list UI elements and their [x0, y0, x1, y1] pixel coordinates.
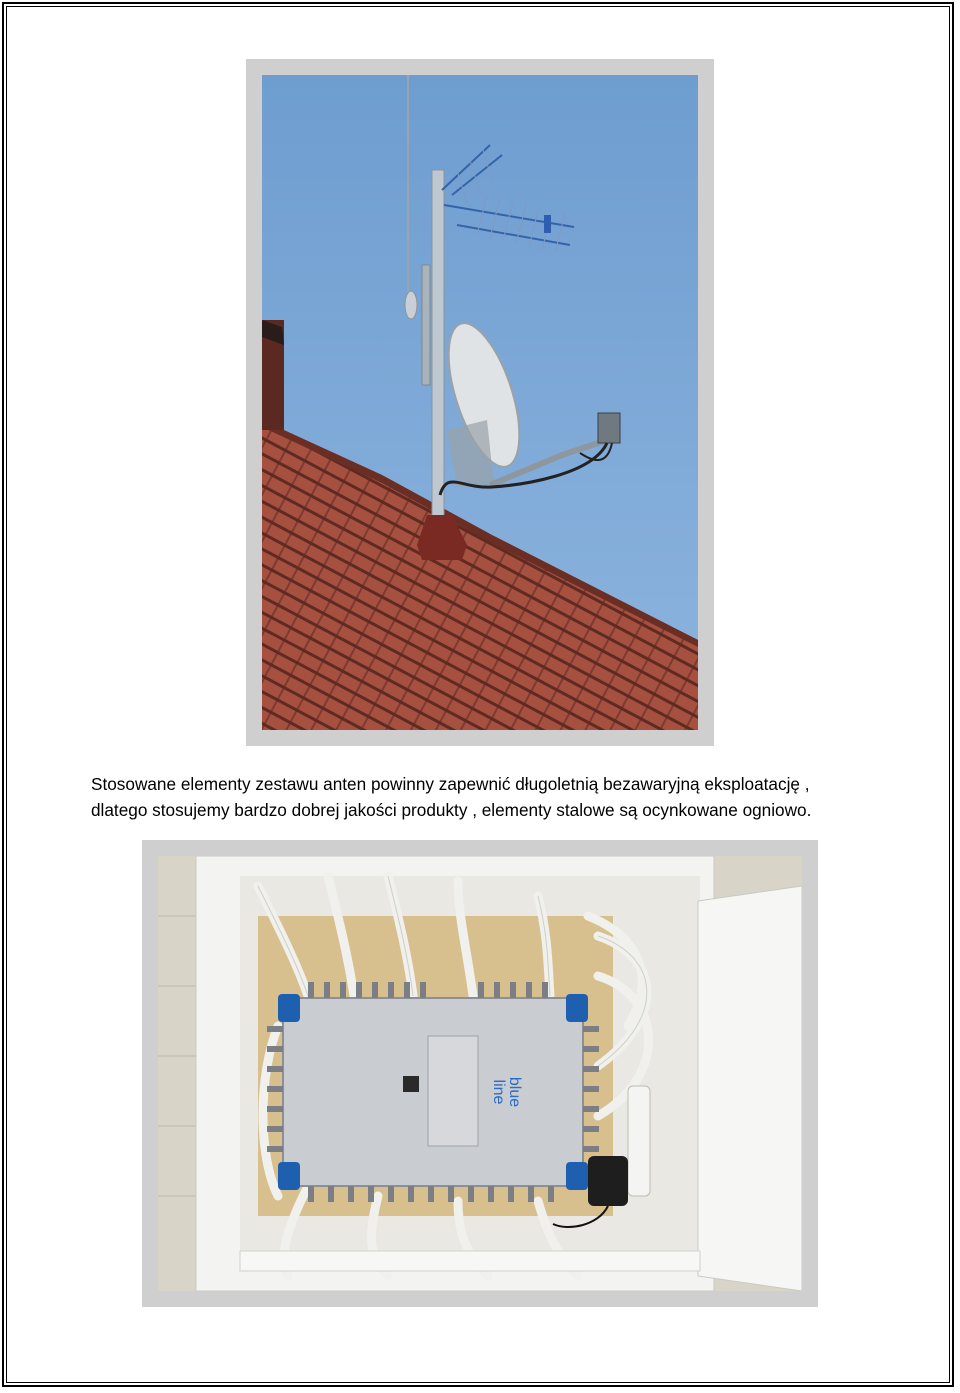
switch-corner-tr	[566, 994, 588, 1022]
antenna-photo-frame	[246, 59, 714, 746]
cabinet-door	[698, 886, 802, 1291]
power-strip	[628, 1086, 650, 1196]
caption-line-2: dlatego stosujemy bardzo dobrej jakości produkty , elementy stalowe są ocynkowane ogniowo.	[91, 800, 812, 820]
multiswitch-photo	[158, 856, 802, 1291]
lnb	[598, 413, 620, 443]
antenna-mast	[432, 170, 444, 530]
cabinet-bottom	[240, 1251, 700, 1271]
brand-badge	[403, 1076, 419, 1092]
switch-corner-bl	[278, 1162, 300, 1190]
antenna-photo	[262, 75, 698, 730]
caption-text	[91, 771, 891, 823]
blue-line-logo	[490, 1077, 523, 1107]
switch-corner-br	[566, 1162, 588, 1190]
spec-label	[428, 1036, 478, 1146]
switch-corner-tl	[278, 994, 300, 1022]
caption-line-1: Stosowane elementy zestawu anten powinny zapewnić długoletnią bezawaryjną eksploatację ,	[91, 774, 810, 794]
power-adapter	[588, 1156, 628, 1206]
logo-word-line: line	[490, 1079, 507, 1105]
logo-word-blue: blue	[506, 1076, 523, 1108]
multiswitch-photo-frame	[142, 840, 818, 1307]
